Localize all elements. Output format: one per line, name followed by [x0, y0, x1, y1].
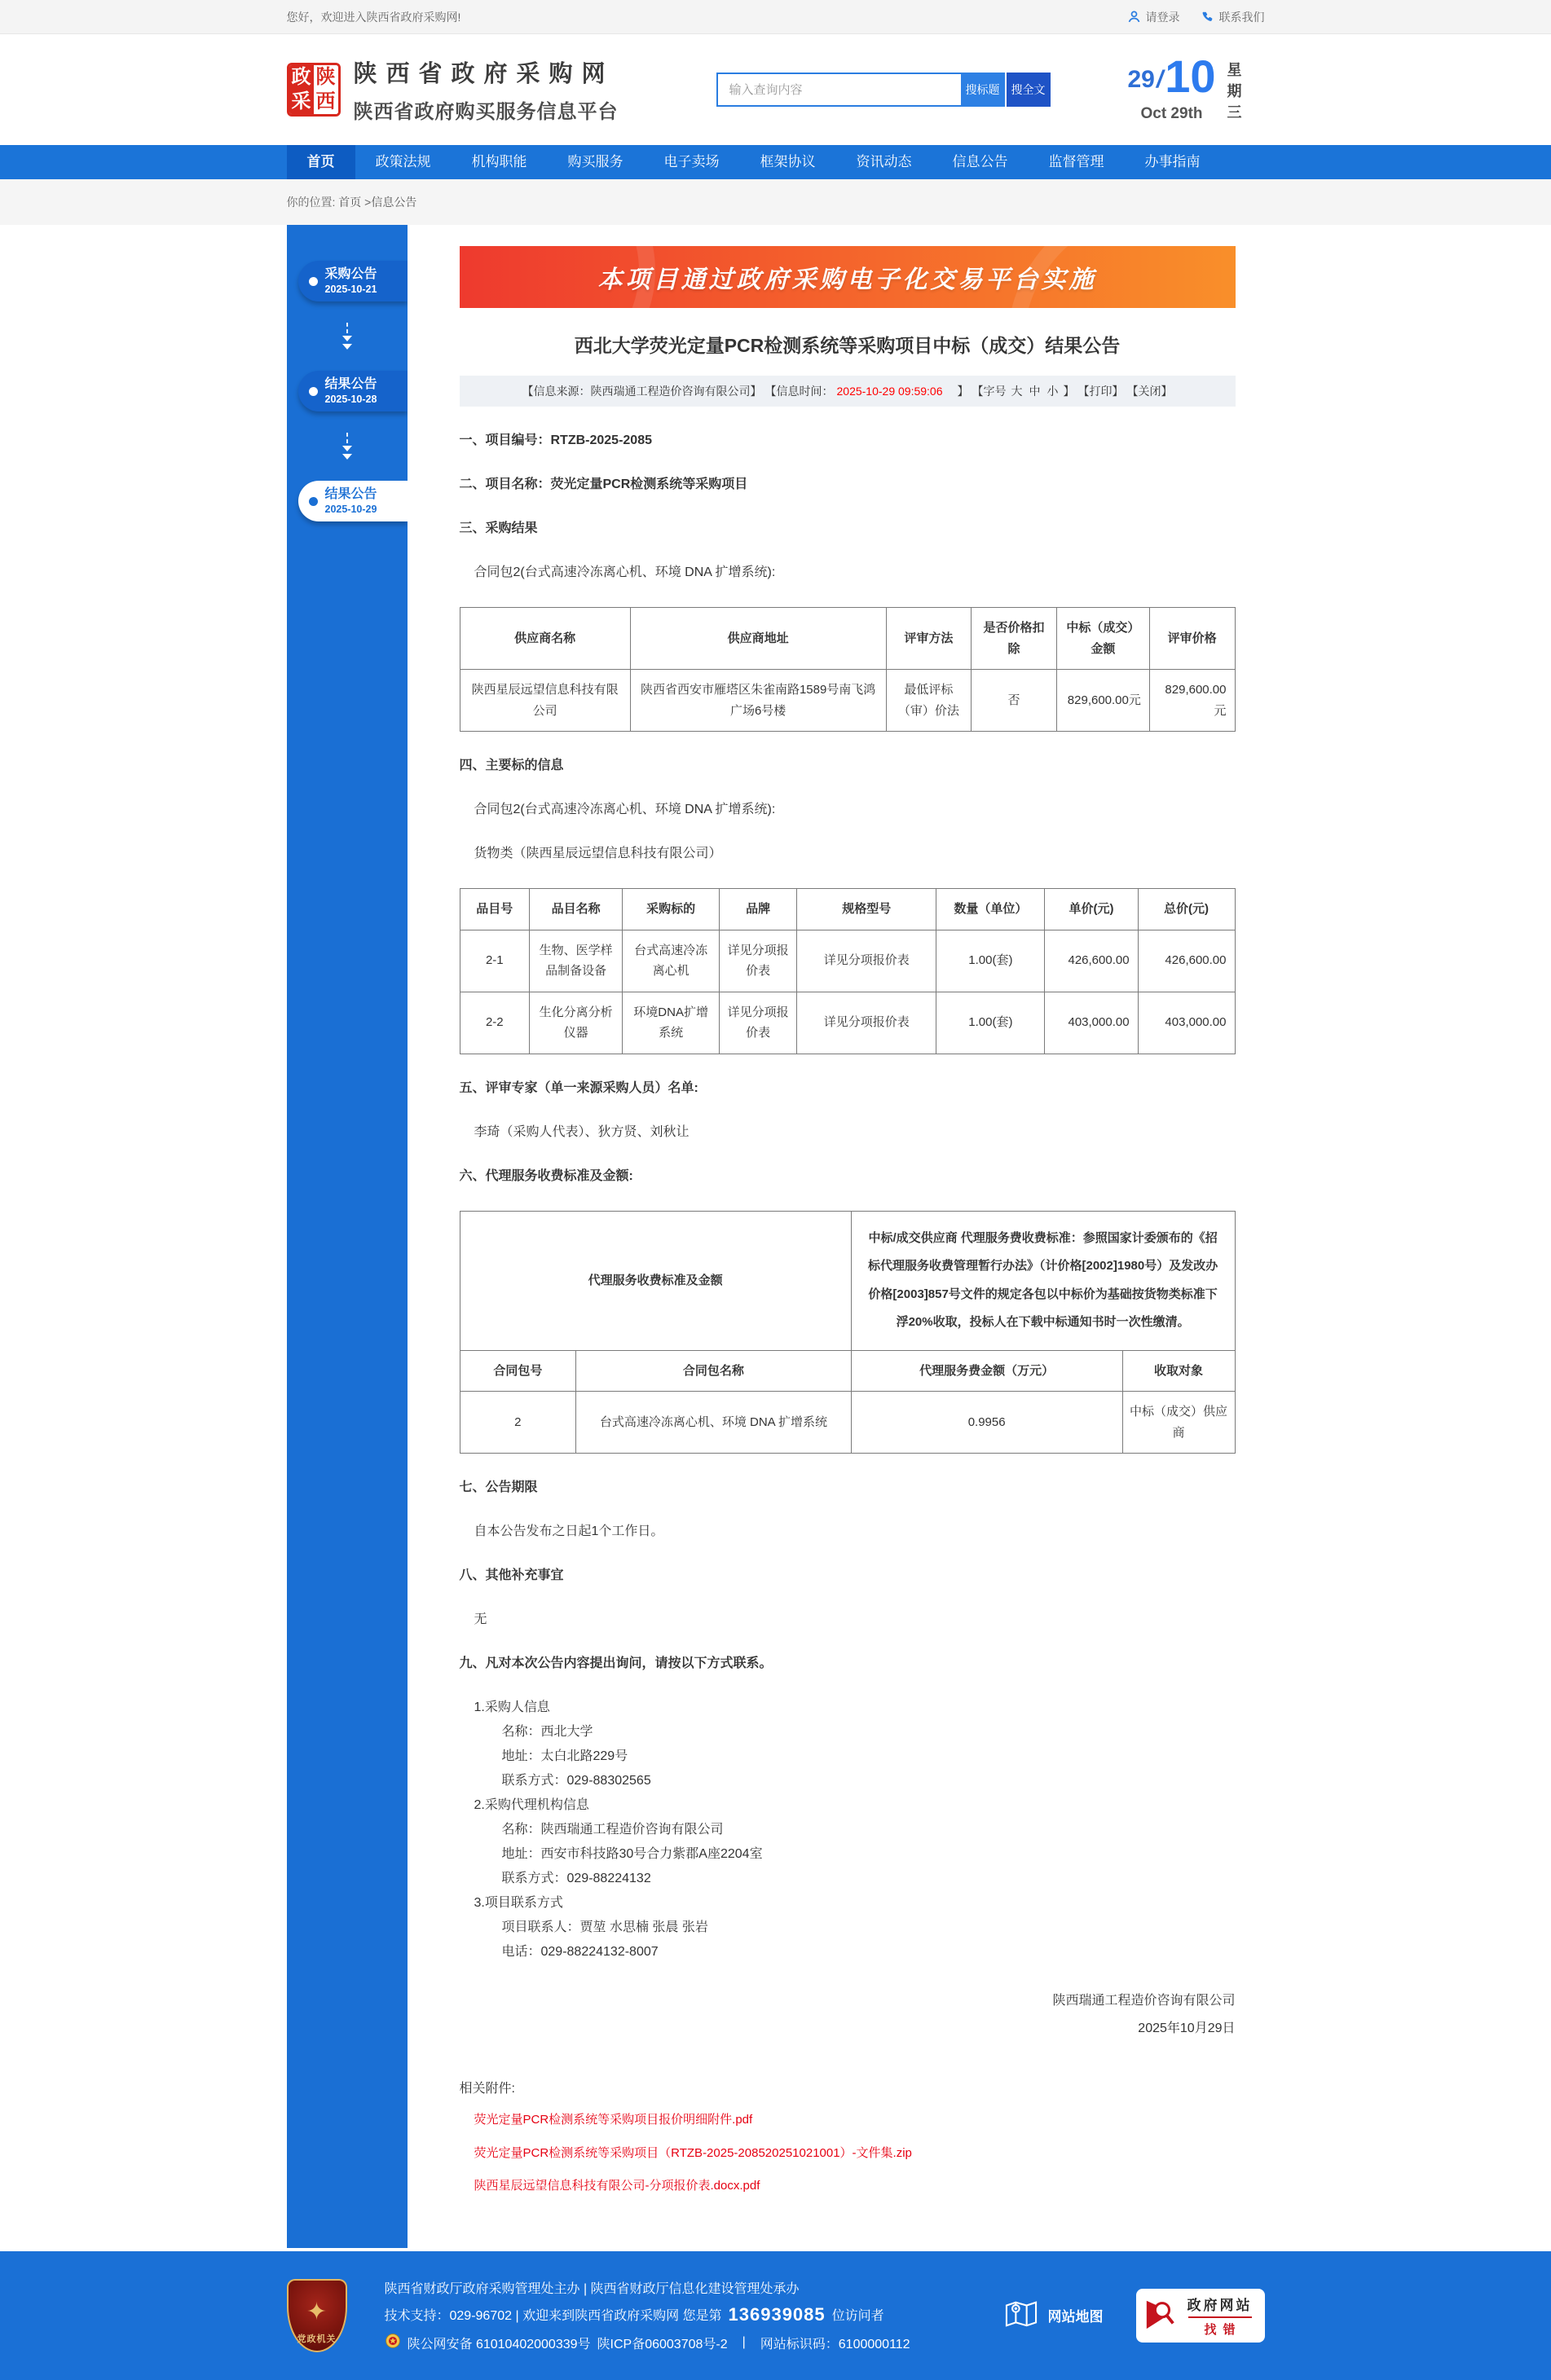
phone-icon [1201, 11, 1214, 24]
footer-site-code: 网站标识码：6100000112 [760, 2337, 910, 2351]
buyer-address: 地址：太白北路229号 [501, 1749, 628, 1763]
visitor-counter: 136939085 [728, 2303, 826, 2325]
timeline-item-purchase-notice[interactable]: 采购公告 2025-10-21 [298, 261, 408, 301]
footer-beian2[interactable]: 陕ICP备06003708号-2 [597, 2337, 728, 2351]
agency-name: 名称：陕西瑞通工程造价咨询有限公司 [501, 1823, 724, 1837]
site-header [0, 34, 1551, 145]
font-size-medium-button[interactable]: 中 [1029, 385, 1041, 398]
timeline-dot-icon [309, 387, 318, 396]
timeline-dot-icon [309, 497, 318, 506]
date-english: Oct 29th [1140, 105, 1203, 123]
date-widget: 29 / 10 Oct 29th 星期三 [1128, 56, 1245, 123]
search-area [716, 73, 1051, 107]
magnifier-icon [1144, 2296, 1177, 2334]
article-meta-bar: 【信息来源：陕西瑞通工程造价咨询有限公司】 【信息时间： 2025-10-29 09:59:06 】 【字号 大 中 小 】 【打印】 【关闭】 [460, 376, 1236, 407]
other-value: 无 [474, 1612, 487, 1626]
buyer-info-heading: 1.采购人信息 [474, 1700, 550, 1714]
agency-fee-table: 代理服务收费标准及金额 中标/成交供应商 代理服务费收费标准：参照国家计委颁布的《招标代理服务收费管理暂行办法》（计价格[2002]1980号）及发改办价格[2003]857号文件的规定各包以中标价为基础按货物类标准下浮20%收取，投标人在下载中标通知书时一次性缴清。 合同包号 合同包名称 代理服务费金额（万元） 收取对象 2 台式高速冷冻离心机、环境 DNA 扩增系统 0.9956 中标（成交）供应商 [460, 1211, 1236, 1454]
breadcrumb-current: 信息公告 [371, 196, 417, 209]
attachment-link-itemized-quote-pdf[interactable]: 陕西星辰远望信息科技有限公司-分项报价表.docx.pdf [474, 2179, 760, 2193]
agency-info-heading: 2.采购代理机构信息 [474, 1798, 589, 1812]
findbox-divider [1188, 2316, 1252, 2318]
section-items-title: 四、主要标的信息 [459, 759, 564, 772]
table-row: 陕西星辰远望信息科技有限公司 陕西省西安市雁塔区朱雀南路1589号南飞鸿广场6号楼 最低评标（审）价法 否 829,600.00元 829,600.00元 [460, 670, 1235, 732]
print-button[interactable]: 【打印】 [1077, 385, 1124, 398]
welcome-text: 您好，欢迎进入陕西省政府采购网! [286, 10, 461, 24]
nav-item-policy[interactable]: 政策法规 [375, 154, 431, 169]
signature-date: 2025年10月29日 [1138, 2021, 1236, 2035]
nav-item-e-market[interactable]: 电子卖场 [663, 154, 720, 169]
nav-item-supervision[interactable]: 监督管理 [1048, 154, 1104, 169]
site-logo[interactable]: 政 采 陕 西 [287, 63, 341, 117]
nav-item-purchase-service[interactable]: 购买服务 [567, 154, 623, 169]
nav-item-framework[interactable]: 框架协议 [760, 154, 816, 169]
gov-site-error-report-button[interactable]: 政府网站 找错 [1136, 2289, 1265, 2343]
timeline-dot-icon [309, 277, 318, 286]
result-package-line: 合同包2(台式高速冷冻离心机、环境 DNA 扩增系统): [474, 565, 776, 579]
section-project-number: 一、项目编号：RTZB-2025-2085 [459, 433, 653, 447]
section-other-title: 八、其他补充事宜 [459, 1568, 564, 1582]
eproc-platform-banner: 本项目通过政府采购电子化交易平台实施 [460, 246, 1236, 308]
search-input[interactable] [716, 73, 961, 107]
items-package-line: 合同包2(台式高速冷冻离心机、环境 DNA 扩增系统): [474, 803, 776, 816]
police-emblem-icon [385, 2333, 401, 2353]
agency-fee-label-cell: 代理服务收费标准及金额 [460, 1211, 851, 1350]
login-link[interactable]: 请登录 [1127, 9, 1180, 25]
article-main [408, 225, 1265, 2248]
footer-beian1[interactable]: 陕公网安备 61010402000339号 [407, 2337, 591, 2351]
font-size-large-button[interactable]: 大 [1011, 385, 1023, 398]
footer-support-line: 技术支持：029-96702 | 欢迎来到陕西省政府采购网 您是第 [384, 2309, 722, 2323]
map-icon [1004, 2298, 1038, 2333]
party-gov-badge: ✦ 党政机关 [287, 2279, 347, 2352]
nav-item-announcements[interactable]: 信息公告 [952, 154, 1008, 169]
section-project-name: 二、项目名称：荧光定量PCR检测系统等采购项目 [459, 477, 748, 491]
timeline-item-result-notice-1[interactable]: 结果公告 2025-10-28 [298, 371, 408, 411]
agency-fee-standard-cell: 中标/成交供应商 代理服务费收费标准：参照国家计委颁布的《招标代理服务收费管理暂行办法》（计价格[2002]1980号）及发改办价格[2003]857号文件的规定各包以中标价为基础按货物类标准下浮20%收取，投标人在下载中标通知书时一次性缴清。 [851, 1211, 1235, 1350]
table-row: 2-1 生物、医学样品制备设备 台式高速冷冻离心机 详见分项报价表 详见分项报价表 1.00(套) 426,600.00 426,600.00 [460, 930, 1235, 992]
nav-item-guide[interactable]: 办事指南 [1144, 154, 1201, 169]
section-period-title: 七、公告期限 [459, 1480, 538, 1494]
period-value: 自本公告发布之日起1个工作日。 [474, 1524, 664, 1538]
experts-names: 李琦（采购人代表）、狄方贤、刘秋让 [474, 1124, 690, 1139]
section-result-title: 三、采购结果 [459, 521, 538, 535]
contact-us-link[interactable]: 联系我们 [1201, 9, 1265, 25]
agency-phone: 联系方式：029-88224132 [501, 1872, 651, 1885]
nav-item-news[interactable]: 资讯动态 [856, 154, 912, 169]
buyer-phone: 联系方式：029-88302565 [501, 1774, 651, 1788]
nav-item-functions[interactable]: 机构职能 [471, 154, 527, 169]
nav-item-home[interactable]: 首页 [287, 145, 355, 179]
main-nav [0, 145, 1551, 179]
site-title: 陕西省政府采购网 [353, 61, 615, 87]
search-fulltext-button[interactable]: 搜全文 [1007, 73, 1051, 107]
timeline-item-result-notice-2-active[interactable]: 结果公告 2025-10-29 [298, 481, 408, 521]
top-utility-bar [0, 0, 1551, 34]
timeline-sidebar [287, 225, 408, 2248]
breadcrumb-bar [0, 179, 1551, 225]
items-table: 品目号 品目名称 采购标的 品牌 规格型号 数量（单位） 单价(元) 总价(元) 2-1 生物、医学样品制备设备 台式高速冷冻离心机 详见分项报价表 详见分项报价表 1.00(套) 426,600.00 426,600.00 2-2 生化分离分析仪器 环境DNA扩增系统 详见分项报价表 详见分项报价表 1.00(套) 403,000.00 403,000.00 [460, 888, 1236, 1054]
buyer-name: 名称：西北大学 [501, 1725, 593, 1739]
signature-block [460, 1991, 1236, 2039]
table-row: 2-2 生化分离分析仪器 环境DNA扩增系统 详见分项报价表 详见分项报价表 1.00(套) 403,000.00 403,000.00 [460, 992, 1235, 1054]
site-footer: ✦ 党政机关 陕西省财政厅政府采购管理处主办 | 陕西省财政厅信息化建设管理处承办 技术支持：029-96702 | 欢迎来到陕西省政府采购网 您是第 136939085 位访问者 陕公网安备 61010402000339号 陕ICP备06003708号-2 | 网站标识码：6100000112 网站地图 政府网站 找错 [0, 2251, 1551, 2380]
announcement-title: 西北大学荧光定量PCR检测系统等采购项目中标（成交）结果公告 [574, 335, 1121, 356]
breadcrumb: 你的位置: 首页 >信息公告 [286, 196, 417, 209]
close-button[interactable]: 【关闭】 [1126, 385, 1173, 398]
breadcrumb-home-link[interactable]: 首页 [338, 196, 362, 209]
items-category-line: 货物类（陕西星辰远望信息科技有限公司） [474, 847, 722, 860]
user-icon [1127, 10, 1141, 24]
procurement-result-table: 供应商名称 供应商地址 评审方法 是否价格扣除 中标（成交）金额 评审价格 陕西星辰远望信息科技有限公司 陕西省西安市雁塔区朱雀南路1589号南飞鸿广场6号楼 最低评标（审）价法 否 829,600.00元 829,600.00元 [460, 607, 1236, 732]
project-contact-heading: 3.项目联系方式 [474, 1896, 563, 1910]
attachments-section [460, 2078, 1236, 2196]
project-contact-names: 项目联系人：贾堃 水思楠 张晨 张岩 [501, 1920, 708, 1934]
agency-address: 地址：西安市科技路30号合力紫郡A座2204室 [501, 1847, 763, 1861]
section-agency-fee-title: 六、代理服务收费标准及金额: [459, 1168, 633, 1183]
contact-block [460, 1698, 1236, 1962]
project-contact-phone: 电话：029-88224132-8007 [501, 1945, 659, 1959]
attachment-link-quotation-pdf[interactable]: 荧光定量PCR检测系统等采购项目报价明细附件.pdf [474, 2113, 753, 2127]
section-contact-title: 九、凡对本次公告内容提出询问，请按以下方式联系。 [459, 1656, 773, 1670]
table-row: 2 台式高速冷冻离心机、环境 DNA 扩增系统 0.9956 中标（成交）供应商 [460, 1392, 1235, 1454]
footer-organizer-line: 陕西省财政厅政府采购管理处主办 | 陕西省财政厅信息化建设管理处承办 [384, 2281, 800, 2296]
weekday-label: 星期三 [1227, 61, 1242, 121]
info-source: 【信息来源：陕西瑞通工程造价咨询有限公司】 [522, 385, 762, 398]
attachments-label: 相关附件: [459, 2082, 515, 2096]
search-title-button[interactable]: 搜标题 [961, 73, 1005, 107]
site-subtitle: 陕西省政府购买服务信息平台 [353, 101, 619, 123]
timeline-arrow-down-icon [287, 433, 408, 460]
timeline-arrow-down-icon [287, 323, 408, 350]
attachment-link-fileset-zip[interactable]: 荧光定量PCR检测系统等采购项目（RTZB-2025-208520251021001）-文件集.zip [474, 2145, 912, 2160]
section-experts-title: 五、评审专家（单一来源采购人员）名单: [459, 1080, 698, 1095]
font-size-small-button[interactable]: 小 [1046, 385, 1059, 398]
sitemap-link[interactable]: 网站地图 [1004, 2298, 1104, 2333]
signature-company: 陕西瑞通工程造价咨询有限公司 [1052, 1994, 1236, 2008]
info-time: 2025-10-29 09:59:06 [836, 385, 943, 398]
